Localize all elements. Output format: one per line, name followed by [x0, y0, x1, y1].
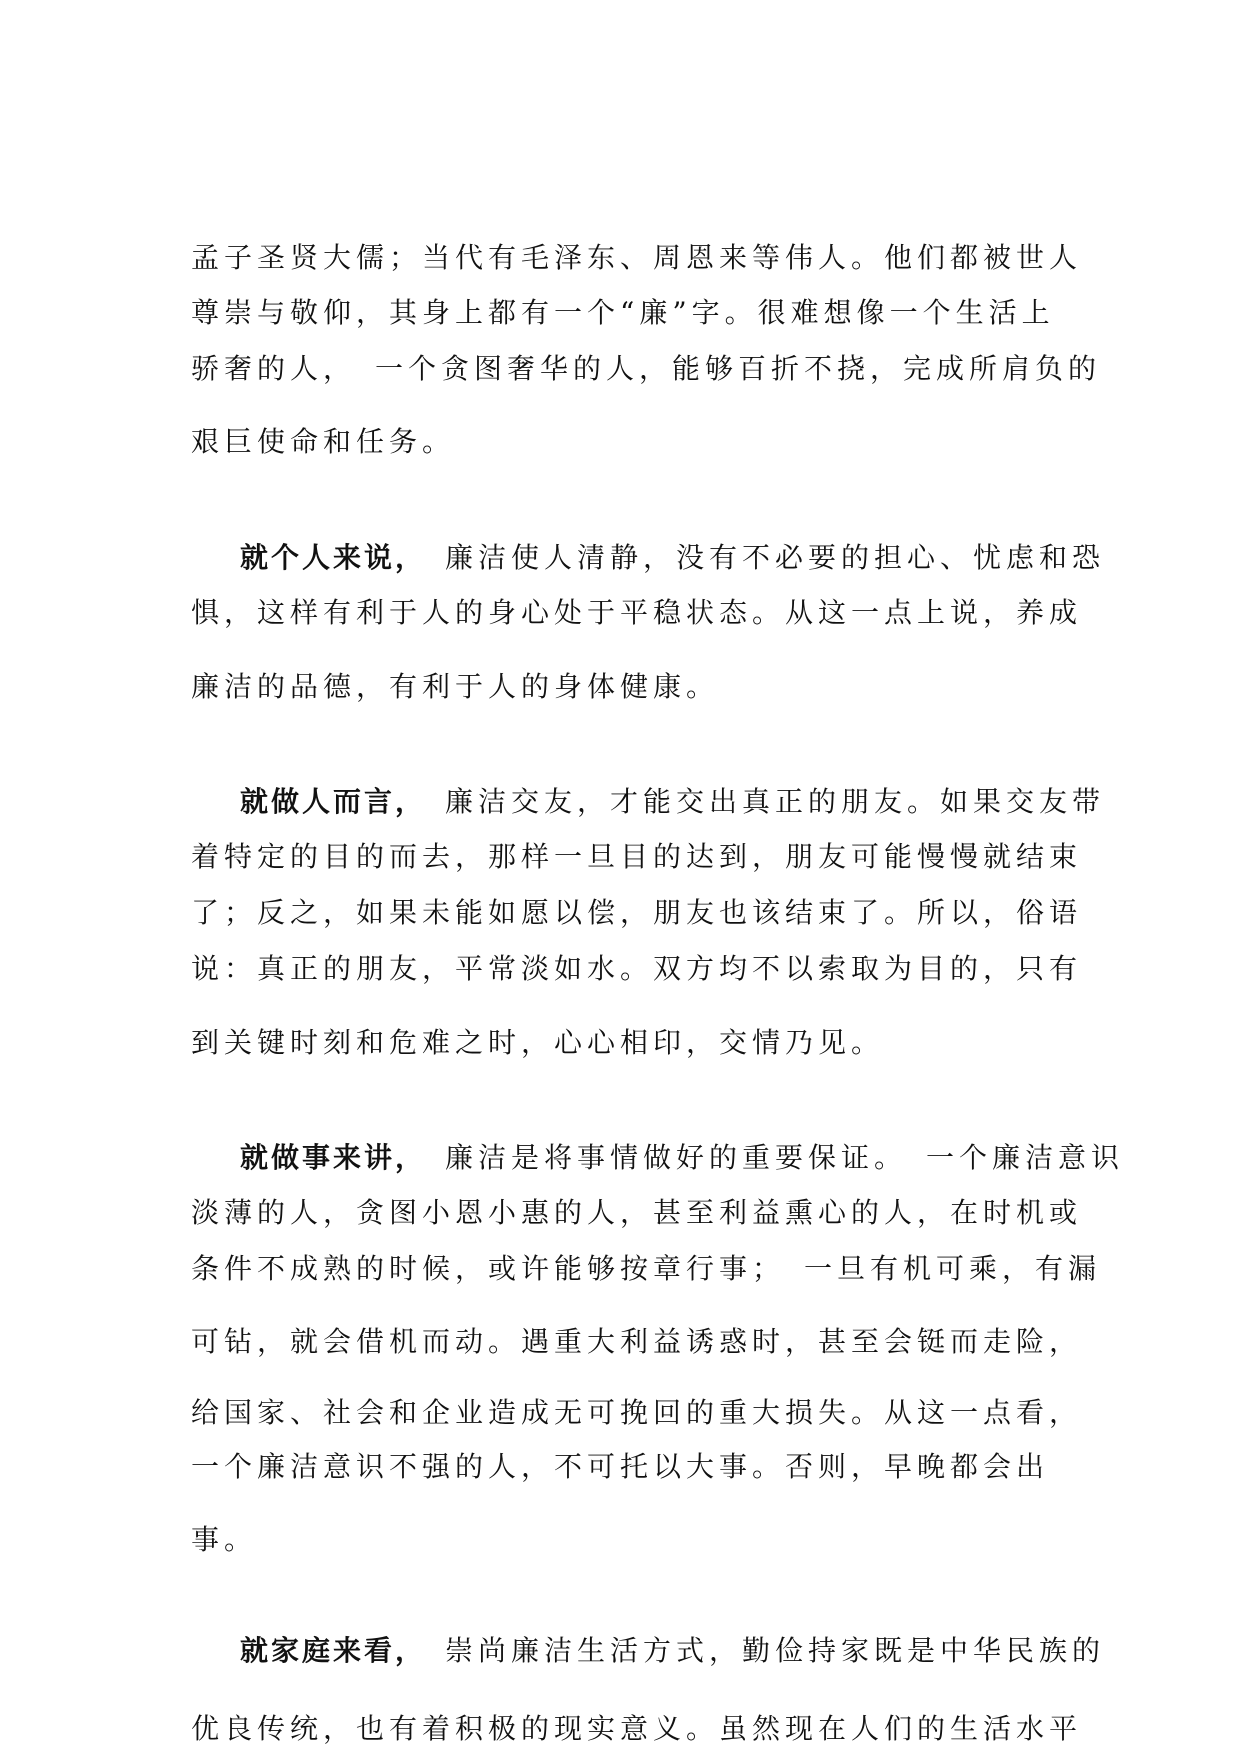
paragraph-text: 廉洁是将事情做好的重要保证。 一个廉洁意识 [412, 1141, 1125, 1174]
paragraph-line: 孟子圣贤大儒；当代有毛泽东、周恩来等伟人。他们都被世人 [191, 241, 1083, 274]
paragraph-first-line [240, 1634, 1105, 1668]
paragraph-line: 尊崇与敬仰，其身上都有一个“廉”字。很难想像一个生活上 [191, 296, 1055, 329]
paragraph-text: 廉洁交友，才能交出真正的朋友。如果交友带 [412, 785, 1106, 818]
paragraph-first-line [240, 541, 1105, 575]
paragraph-line: 一个廉洁意识不强的人，不可托以大事。否则，早晚都会出 [191, 1450, 1050, 1483]
paragraph-text: 崇尚廉洁生活方式，勤俭持家既是中华民族的 [412, 1634, 1106, 1667]
paragraph-line: 说：真正的朋友，平常淡如水。双方均不以索取为目的，只有 [191, 952, 1083, 985]
paragraph-line: 廉洁的品德，有利于人的身体健康。 [191, 670, 720, 703]
paragraph-line: 给国家、社会和企业造成无可挽回的重大损失。从这一点看， [191, 1396, 1083, 1429]
paragraph-first-line [240, 785, 1105, 819]
paragraph-line: 淡薄的人，贪图小恩小惠的人，甚至利益熏心的人，在时机或 [191, 1196, 1083, 1229]
paragraph-line: 了；反之，如果未能如愿以偿，朋友也该结束了。所以，俗语 [191, 896, 1083, 929]
paragraph-lead-heading: 就个人来说， [240, 541, 413, 574]
paragraph-line: 事。 [191, 1523, 258, 1556]
paragraph-line: 着特定的目的而去，那样一旦目的达到，朋友可能慢慢就结束 [191, 840, 1083, 873]
paragraph-line: 优良传统，也有着积极的现实意义。虽然现在人们的生活水平 [191, 1712, 1083, 1745]
paragraph-line: 艰巨使命和任务。 [191, 425, 456, 458]
paragraph-line: 骄奢的人， 一个贪图奢华的人，能够百折不挠，完成所肩负的 [191, 352, 1102, 385]
paragraph-line: 到关键时刻和危难之时，心心相印，交情乃见。 [191, 1026, 885, 1059]
paragraph-line: 可钻，就会借机而动。遇重大利益诱惑时，甚至会铤而走险， [191, 1325, 1083, 1358]
paragraph-lead-heading: 就家庭来看， [240, 1634, 413, 1667]
paragraph-first-line [240, 1141, 1124, 1175]
paragraph-lead-heading: 就做人而言， [240, 785, 413, 818]
paragraph-line: 条件不成熟的时候，或许能够按章行事； 一旦有机可乘，有漏 [191, 1252, 1102, 1285]
paragraph-line: 惧，这样有利于人的身心处于平稳状态。从这一点上说，养成 [191, 596, 1083, 629]
paragraph-lead-heading: 就做事来讲， [240, 1141, 413, 1174]
paragraph-text: 廉洁使人清静，没有不必要的担心、忧虑和恐 [412, 541, 1106, 574]
